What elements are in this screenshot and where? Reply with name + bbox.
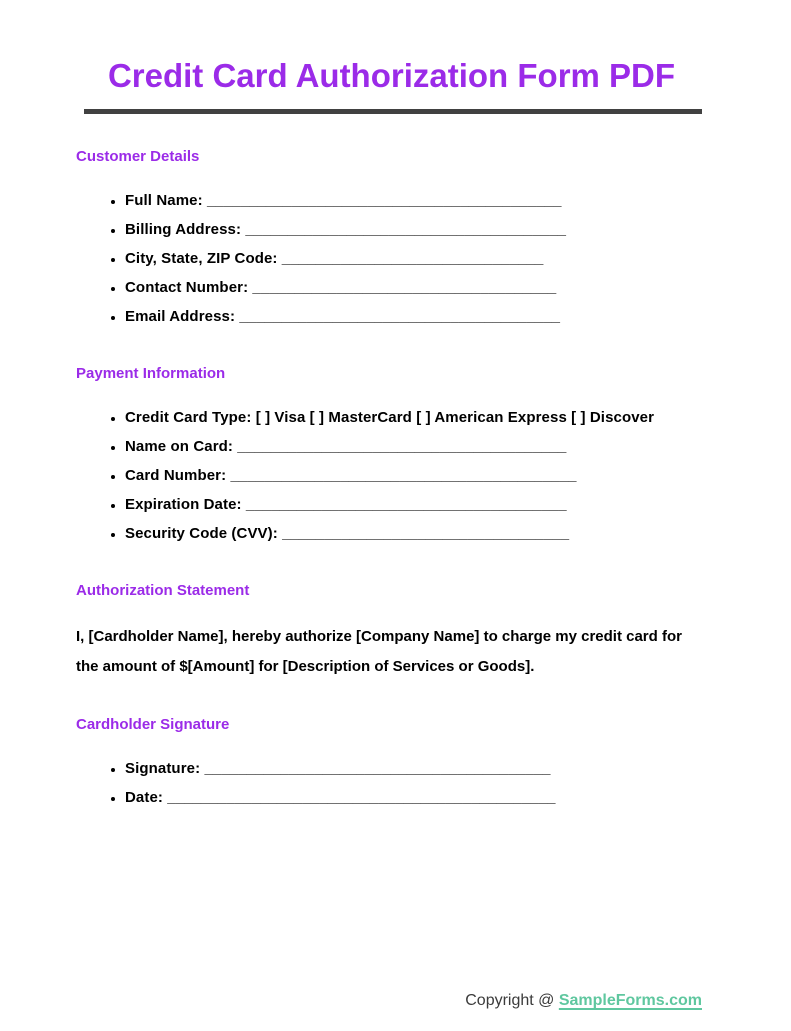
footer [465, 992, 702, 1010]
cardholder-signature-list [76, 754, 707, 812]
customer-details-list [76, 186, 707, 331]
field-full-name: • Full Name: __________________________________________ [125, 186, 707, 215]
cardholder-signature-heading: Cardholder Signature [76, 716, 230, 733]
payment-information-list [76, 403, 707, 548]
sampleforms-link[interactable]: SampleForms.com [558, 992, 702, 1009]
authorization-statement-text: I, [Cardholder Name], hereby authorize [Company Name] to charge my credit card for the amount of $[Amount] for [Description of Services or Goods]. [76, 628, 682, 675]
page-title: Credit Card Authorization Form PDF [107, 57, 676, 94]
field-city-state-zip: • City, State, ZIP Code: _______________________________ [125, 244, 707, 273]
field-expiration-date: • Expiration Date: ______________________________________ [125, 490, 707, 519]
field-email-address: • Email Address: ______________________________________ [125, 302, 707, 331]
field-billing-address: • Billing Address: ______________________________________ [125, 215, 707, 244]
field-contact-number: • Contact Number: ____________________________________ [125, 273, 707, 302]
section-payment-information [76, 364, 707, 548]
authorization-statement-heading: Authorization Statement [76, 582, 250, 599]
field-date: • Date: ______________________________________________ [125, 783, 707, 812]
section-authorization-statement [76, 581, 707, 682]
field-security-code: • Security Code (CVV): __________________________________ [125, 519, 707, 548]
copyright-text: Copyright @ [465, 992, 559, 1009]
customer-details-heading: Customer Details [76, 148, 200, 165]
field-credit-card-type: • Credit Card Type: [ ] Visa [ ] MasterCard [ ] American Express [ ] Discover [125, 403, 707, 432]
field-signature: • Signature: _________________________________________ [125, 754, 707, 783]
section-cardholder-signature [76, 715, 707, 812]
title-divider [84, 109, 702, 114]
field-card-number: • Card Number: _________________________________________ [125, 461, 707, 490]
field-name-on-card: • Name on Card: _______________________________________ [125, 432, 707, 461]
section-customer-details [76, 147, 707, 331]
payment-information-heading: Payment Information [76, 365, 226, 382]
